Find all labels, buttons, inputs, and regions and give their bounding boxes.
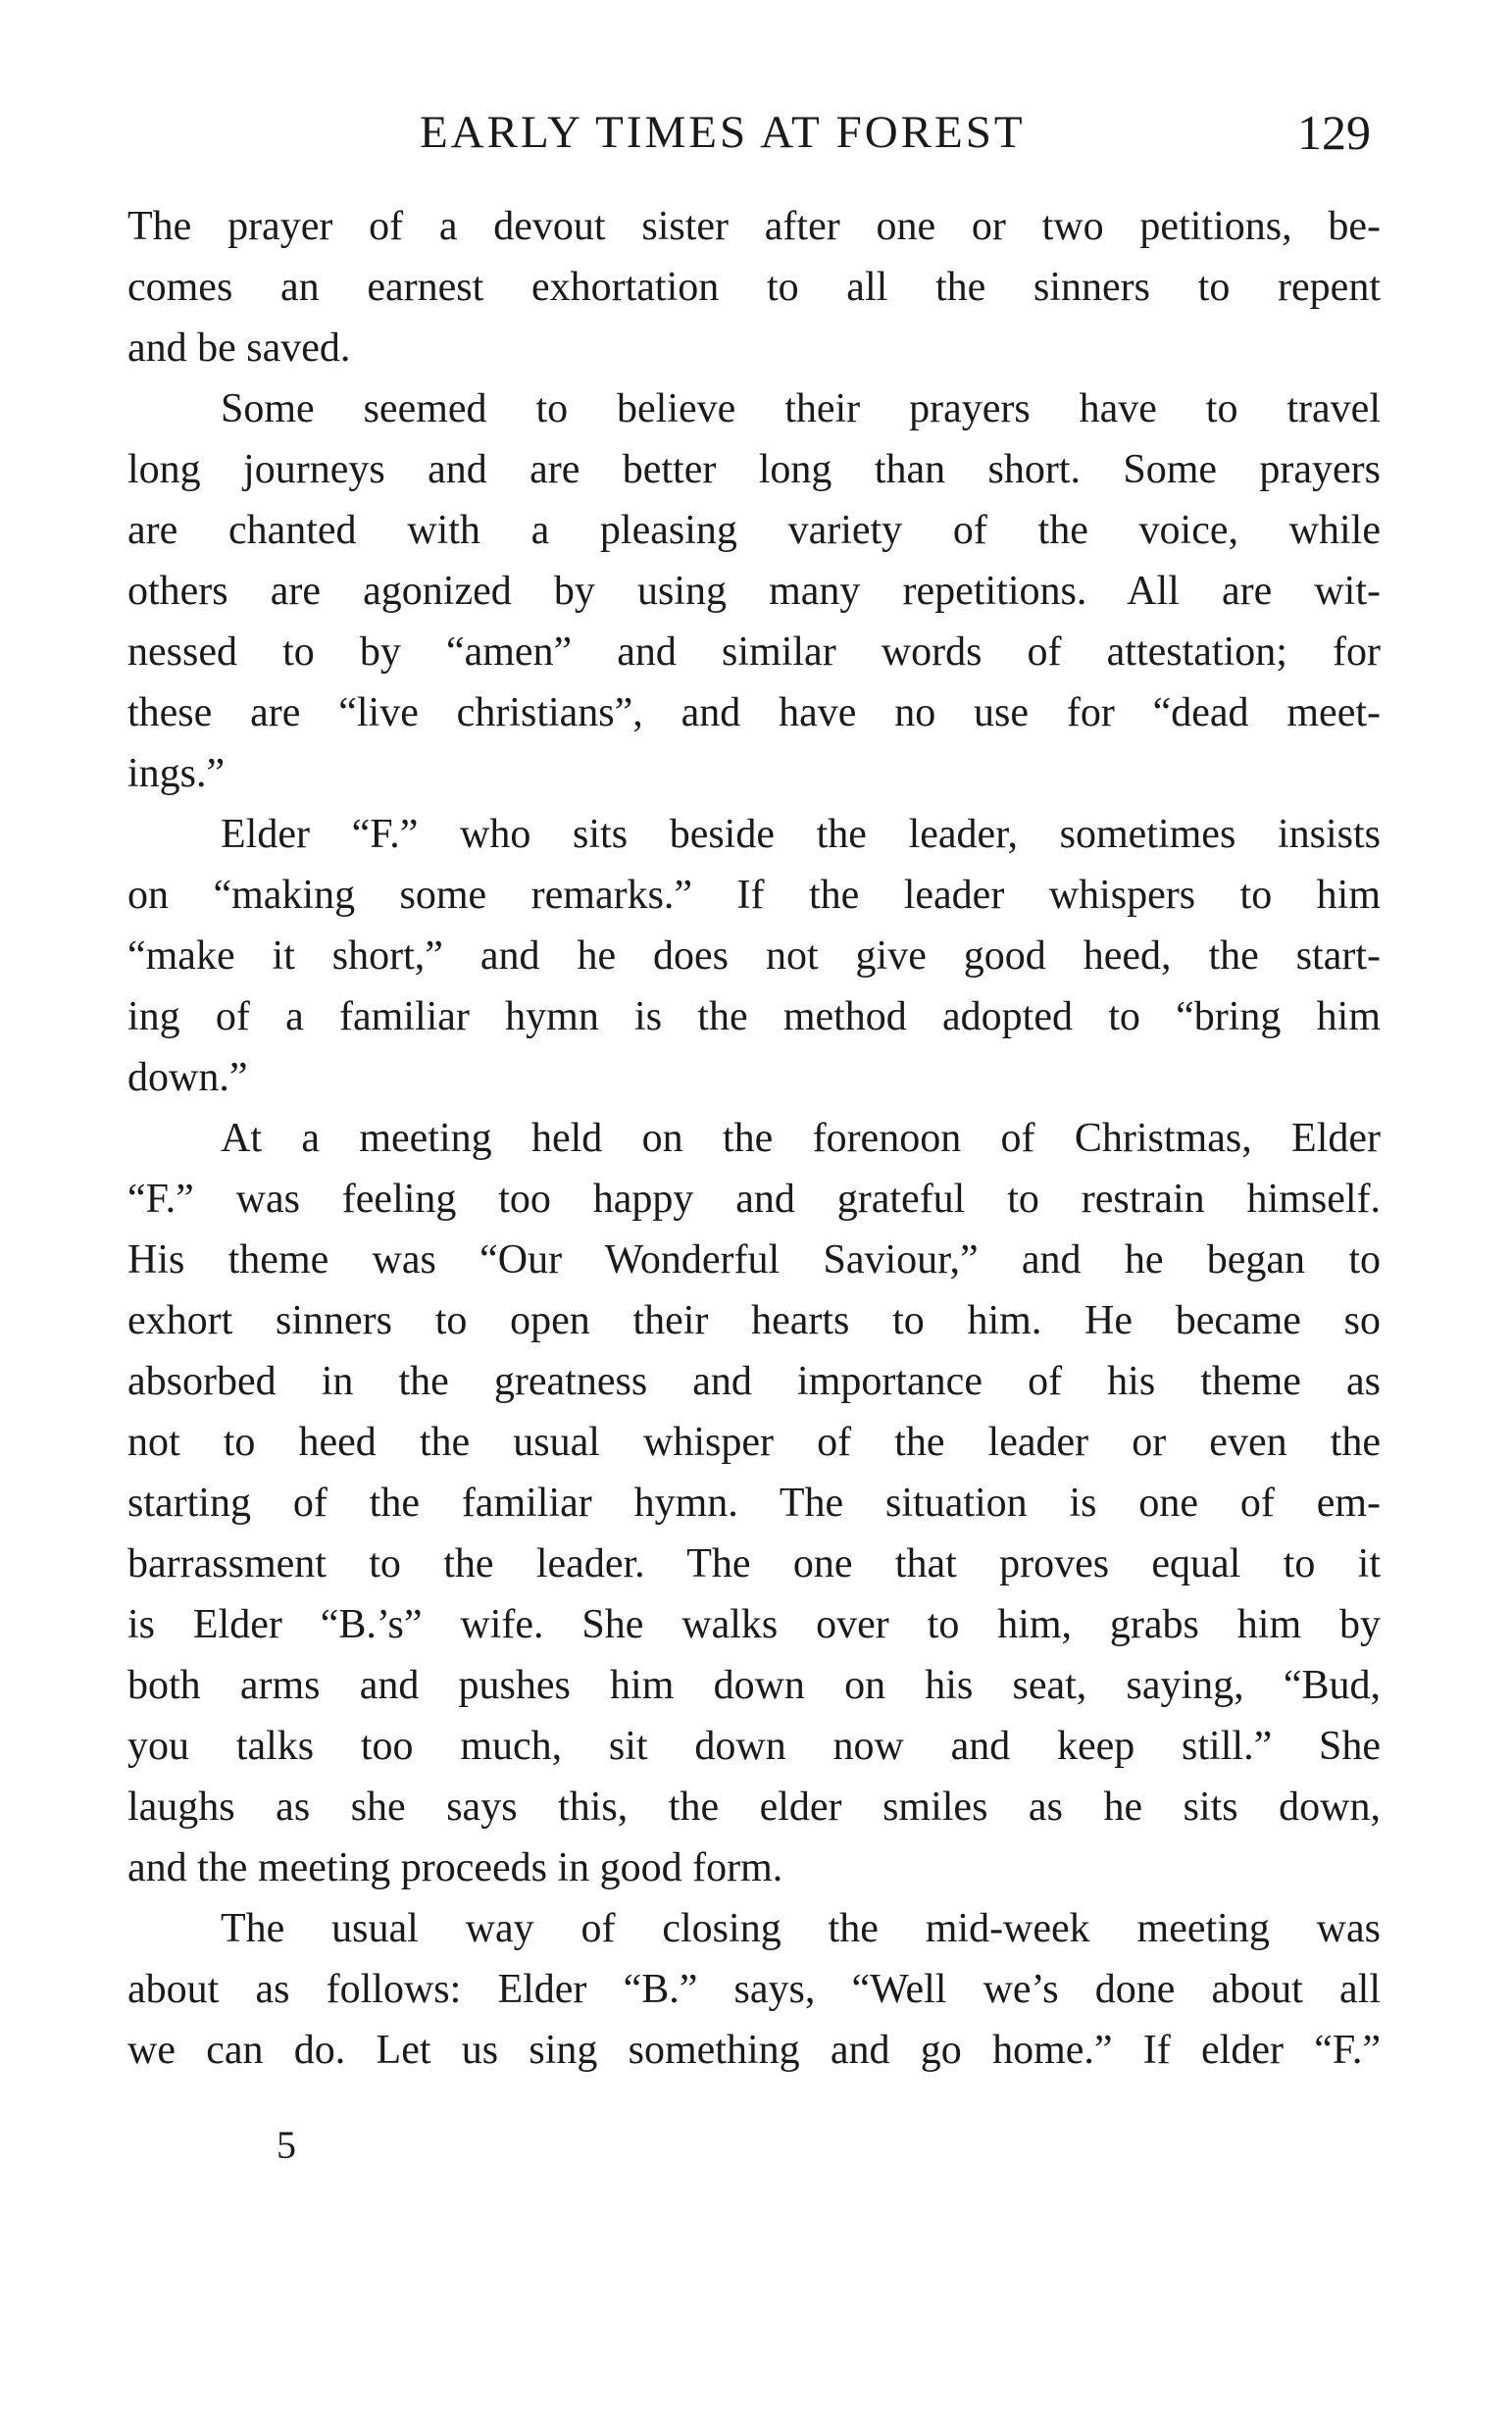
- text-line: on “making some remarks.” If the leader whispers to him: [127, 873, 1381, 918]
- text-line: barrassment to the leader. The one that proves equal to it: [127, 1541, 1381, 1586]
- text-line: you talks too much, sit down now and keep still.” She: [127, 1724, 1381, 1769]
- text-line: starting of the familiar hymn. The situation is one of em-: [127, 1481, 1381, 1526]
- text-line: these are “live christians”, and have no use for “dead meet-: [127, 690, 1381, 735]
- page-number: 129: [1297, 105, 1371, 160]
- running-title: EARLY TIMES AT FOREST: [420, 107, 1026, 158]
- text-line: nessed to by “amen” and similar words of attestation; for: [127, 629, 1381, 675]
- text-line: The usual way of closing the mid-week meeting was: [221, 1906, 1381, 1951]
- text-line: Some seemed to believe their prayers have to travel: [221, 386, 1381, 431]
- text-line: and be saved.: [127, 326, 351, 371]
- text-line: laughs as she says this, the elder smiles as he sits down,: [127, 1785, 1381, 1830]
- body-text: [127, 196, 1381, 2081]
- signature-mark: 5: [277, 2123, 296, 2167]
- text-line: Elder “F.” who sits beside the leader, sometimes insists: [221, 812, 1381, 857]
- text-line: we can do. Let us sing something and go home.” If elder “F.”: [127, 2028, 1381, 2073]
- text-line: exhort sinners to open their hearts to him. He became so: [127, 1298, 1381, 1343]
- text-line: both arms and pushes him down on his seat, saying, “Bud,: [127, 1663, 1381, 1708]
- text-line: At a meeting held on the forenoon of Christmas, Elder: [221, 1116, 1381, 1161]
- running-head: [126, 98, 1371, 167]
- text-line: others are agonized by using many repetitions. All are wit-: [127, 569, 1381, 614]
- text-line: “make it short,” and he does not give good heed, the start-: [127, 933, 1381, 979]
- text-line: long journeys and are better long than short. Some prayers: [127, 447, 1381, 492]
- text-line: His theme was “Our Wonderful Saviour,” and he began to: [127, 1237, 1381, 1283]
- text-line: ings.”: [127, 751, 226, 796]
- text-line: and the meeting proceeds in good form.: [127, 1845, 783, 1890]
- text-line: “F.” was feeling too happy and grateful to restrain himself.: [127, 1177, 1381, 1222]
- text-line: about as follows: Elder “B.” says, “Well we’s done about all: [127, 1967, 1381, 2012]
- text-line: is Elder “B.’s” wife. She walks over to him, grabs him by: [127, 1602, 1381, 1647]
- text-line: are chanted with a pleasing variety of the voice, while: [127, 508, 1381, 553]
- text-line: The prayer of a devout sister after one or two petitions, be-: [127, 204, 1381, 249]
- text-line: absorbed in the greatness and importance of his theme as: [127, 1359, 1381, 1404]
- text-line: ing of a familiar hymn is the method adopted to “bring him: [127, 994, 1381, 1039]
- text-line: not to heed the usual whisper of the leader or even the: [127, 1420, 1381, 1465]
- text-line: comes an earnest exhortation to all the sinners to repent: [127, 265, 1381, 310]
- text-line: down.”: [127, 1055, 248, 1100]
